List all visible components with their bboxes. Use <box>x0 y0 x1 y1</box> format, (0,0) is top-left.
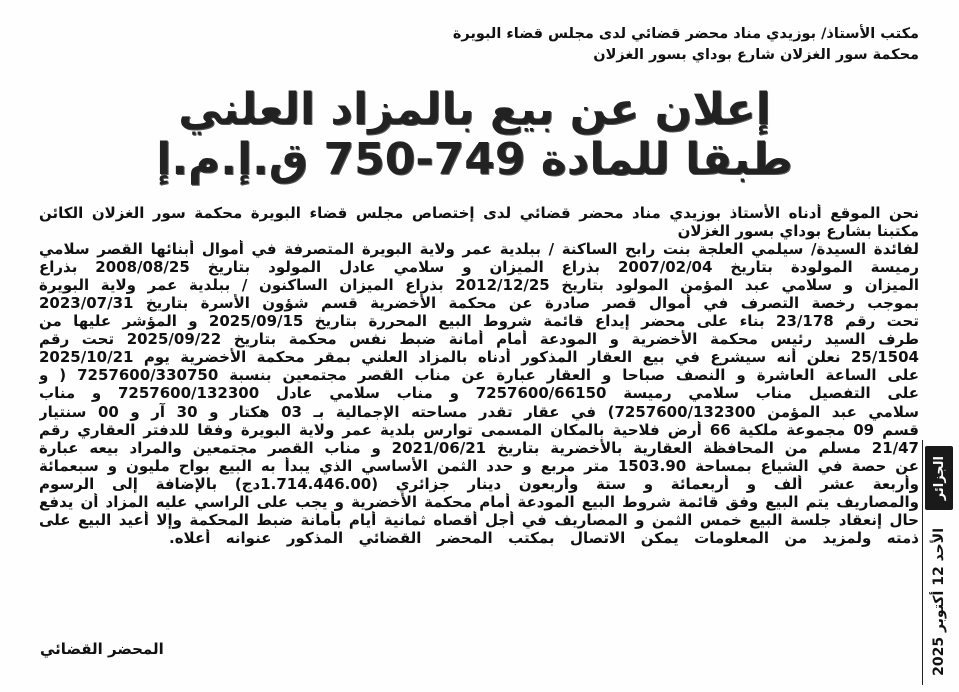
body-line: 21/47 مسلم من المحافظة العقارية بالأخضرية بتاريخ 2021/06/21 و مناب القصر مجتمعين والمراد بيعه عبارة <box>39 438 919 457</box>
newspaper-logo-text: الجزائر <box>931 455 947 501</box>
body-line: بموجب رخصة التصرف في أموال قصر صادرة عن محكمة الأخضرية قسم شؤون الأسرة بتاريخ 2023/07/31 <box>39 294 919 313</box>
body-line: حال إنعقاد جلسة البيع خمس الثمن و المصاريف في أجل أقصاه ثمانية أيام بأمانة ضبط المحكمة وإلا أعيد البيع على <box>39 510 919 529</box>
bailiff-office-header <box>39 24 919 66</box>
header-office-line: مكتب الأستاذ/ بوزيدي مناد محضر قضائي لدى مجلس قضاء البويرة <box>452 26 919 42</box>
body-line: الميزان و سلامي عبد المؤمن المولود بتاريخ 2012/12/25 بذراع الميزان الساكنون / ببلدية عمر ولاية البويرة <box>39 276 919 295</box>
body-line: رميسة المولودة بتاريخ 2007/02/04 بذراع الميزان و سلامي عادل المولود بتاريخ 2008/08/25 بذراع <box>39 258 919 277</box>
publication-date-text: الأحد 12 أكتوبر 2025 <box>931 528 947 676</box>
body-line: طرف السيد رئيس محكمة الأخضرية و المودعة أمام أمانة ضبط نفس محكمة بتاريخ 2025/09/22 تحت رقم <box>39 330 919 349</box>
publication-date <box>925 518 953 686</box>
body-line: على الساعة العاشرة و النصف صباحا و العقار عبارة عن مناب القصر مجتمعين بنسبة 7257600/330750 ( و <box>39 366 919 385</box>
body-line: 25/1504 نعلن أنه سيشرع في بيع العقار المذكور أدناه بالمزاد العلني بمقر محكمة الأخضرية يوم 2025/10/21 <box>39 348 919 367</box>
announcement-title: إعلان عن بيع بالمزاد العلني <box>178 84 771 135</box>
body-line: عن حصة في الشياع بمساحة 1503.90 متر مربع و حدد الثمن الأساسي الذي يبدأ به البيع بواح مليون و سبعمائة <box>39 456 919 475</box>
body-line: تحت رقم 23/178 بناء على محضر إيداع قائمة شروط البيع المحررة بتاريخ 2025/09/15 و المؤشر عليها من <box>39 312 919 331</box>
header-court-line: محكمة سور الغزلان شارع بوداي بسور الغزلان <box>593 47 919 63</box>
body-line: قسم 09 مجموعة ملكية 66 أرض فلاحية بالمكان المسمى توارس بلدية عمر ولاية البويرة وفقا للدفتر العقاري رقم <box>39 420 919 439</box>
announcement-subtitle: طبقا للمادة 749-750 ق.إ.م.إ <box>156 134 793 185</box>
body-line: مكتبنا بشارع بوداي بسور الغزلان <box>677 222 919 241</box>
body-line: وأربعة عشر ألف و أربعمائة و ستة وأربعون دينار جزائري (1.714.446.00دج) بالإضافة إلى الرسوم <box>39 474 919 493</box>
body-line: نحن الموقع أدناه الأستاذ بوزيدي مناد محضر قضائي لدى إختصاص مجلس قضاء البويرة محكمة سور الغزلان الكائن <box>39 204 919 222</box>
body-line: لفائدة السيدة/ سيلمي العلجة بنت رابح الساكنة / ببلدية عمر ولاية البويرة المتصرفة في أموال أبنائها القصر سلامي <box>39 240 919 259</box>
bailiff-signature-label: المحضر القضائي <box>40 640 164 658</box>
body-line: على التفصيل مناب سلامي رميسة 7257600/66150 و مناب سلامي عادل 7257600/132300 و مناب <box>39 384 919 403</box>
body-line: ذمته ولمزيد من المعلومات يمكن الاتصال بمكتب المحضر القضائي المذكور عنوانه أعلاه. <box>169 528 919 547</box>
announcement-body <box>39 204 919 547</box>
newspaper-logo <box>925 446 953 510</box>
body-line: سلامي عبد المؤمن 7257600/132300) في عقار تقدر مساحته الإجمالية بـ 03 هكتار و 30 آر و 00 سنتيار <box>39 402 919 421</box>
body-line: والمصاريف يتم البيع وفق قائمة شروط البيع المودعة أمام محكمة الأخضرية و يجب على الراسي عليه المزاد أن يدفع <box>39 492 919 511</box>
